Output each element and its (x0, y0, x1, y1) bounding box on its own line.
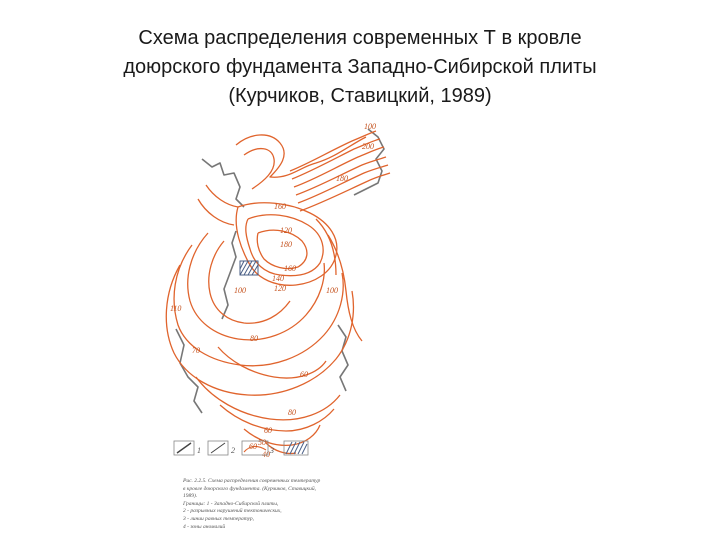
map-svg (140, 115, 400, 465)
isotherm-label: 80 (288, 408, 296, 417)
isotherm-label: 60 (300, 370, 308, 379)
caption-line: 2 - разрывных нарушений тектонических, (183, 508, 282, 515)
legend-sample: 60 (249, 442, 257, 451)
isotherm-label: 140 (272, 274, 284, 283)
legend-number: 2 (231, 446, 235, 455)
caption-line: Границы: 1 - Западно-Сибирской плиты, (183, 500, 279, 507)
isotherm-label: 180 (280, 240, 292, 249)
isotherm-label: 80 (250, 334, 258, 343)
isotherm-label: 180 (336, 174, 348, 183)
title-line-1: Схема распределения современных Т в кровле (138, 27, 582, 49)
isotherm-label: 160 (274, 202, 286, 211)
caption-line: 1989). (183, 493, 198, 500)
caption-line: 4 - зоны аномалий (183, 523, 226, 530)
isotherm-label: 110 (170, 304, 182, 313)
legend-number: 1 (197, 446, 201, 455)
slide-title (40, 24, 680, 111)
isotherm-label: 60 (264, 426, 272, 435)
isotherm-label: 160 (284, 264, 296, 273)
temperature-map (140, 115, 400, 465)
isotherm-label: 120 (274, 284, 286, 293)
figure-caption (183, 478, 383, 531)
isotherm-label: 70 (192, 346, 200, 355)
isotherm-label: 120 (280, 226, 292, 235)
caption-line: Рис. 2.2.5. Схема распределения современных температур (183, 478, 321, 484)
legend-number: 3 (270, 446, 274, 455)
isotherm-label: 100 (364, 122, 376, 131)
caption-line: 3 - линии равных температур, (183, 515, 255, 522)
isotherm-label: 40 (262, 450, 270, 459)
isotherm-label: 50 (258, 438, 266, 447)
isotherm-label: 100 (234, 286, 246, 295)
caption-line: в кровле доюрского фундамента. (Курчиков, Ставицкий, (183, 485, 316, 492)
title-line-3: (Курчиков, Ставицкий, 1989) (228, 85, 492, 107)
plate-border (176, 129, 384, 413)
isotherm-label: 200 (362, 142, 374, 151)
title-line-2: доюрского фундамента Западно-Сибирской плиты (123, 56, 597, 78)
isotherm-label: 100 (326, 286, 338, 295)
